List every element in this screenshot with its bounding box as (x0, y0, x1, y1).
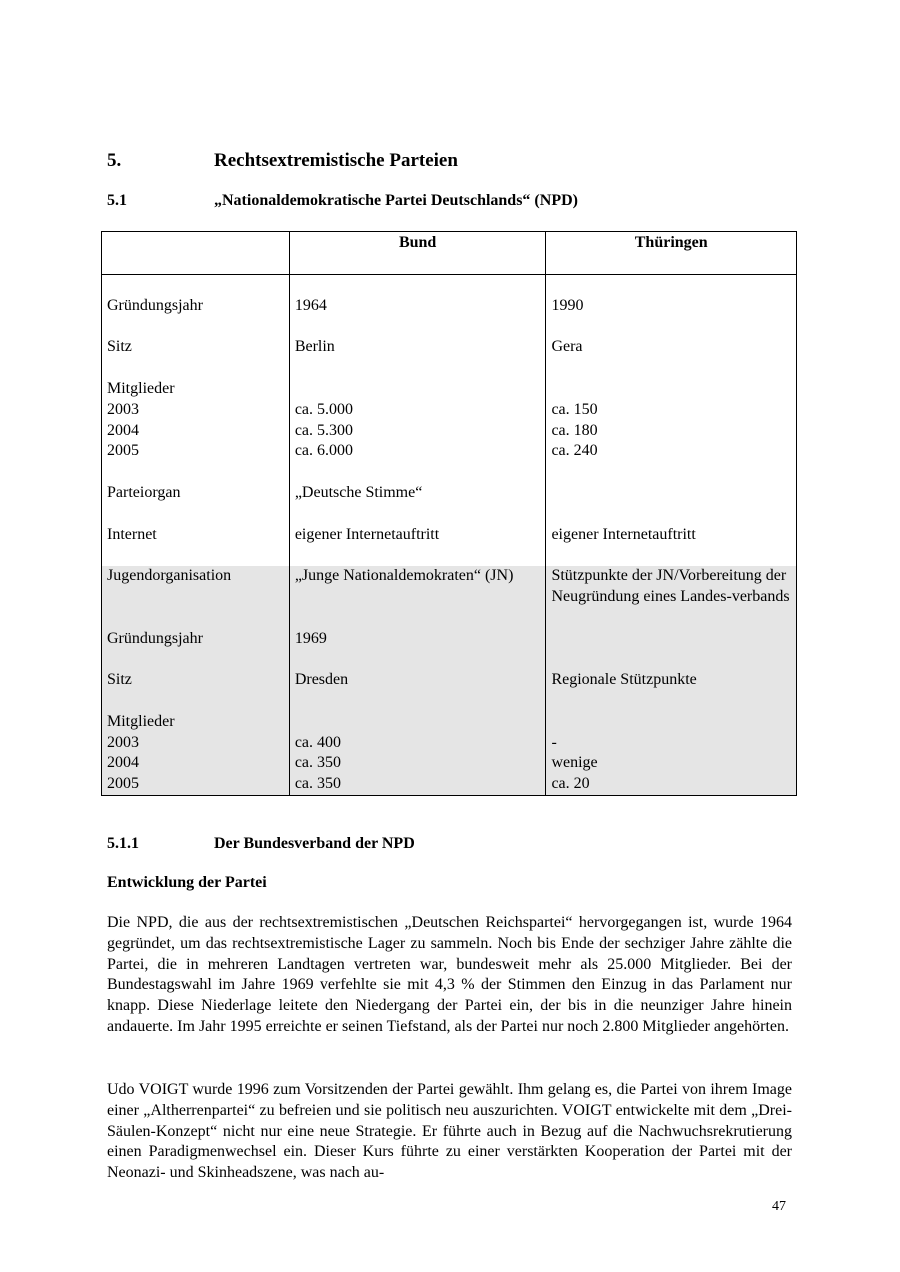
row-label: Mitglieder (102, 379, 290, 400)
row-label: Sitz (102, 670, 290, 691)
table-row (102, 712, 797, 733)
row-year: 2004 (102, 421, 290, 442)
table-row (102, 753, 797, 774)
row-label: Jugendorganisation (102, 566, 290, 608)
cell-thueringen: - (546, 733, 797, 754)
cell-thueringen: ca. 150 (546, 400, 797, 421)
header-empty (102, 232, 290, 275)
subsection-number: 5.1 (107, 192, 127, 209)
cell-bund: ca. 5.300 (289, 421, 546, 442)
section-number: 5. (107, 150, 122, 171)
cell-thueringen (546, 629, 797, 650)
table-row (102, 296, 797, 317)
paragraph-subheading: Entwicklung der Partei (107, 874, 267, 891)
cell-bund: „Junge Nationaldemokraten“ (JN) (289, 566, 546, 608)
cell-thueringen: ca. 180 (546, 421, 797, 442)
table-row (102, 400, 797, 421)
row-label: Mitglieder (102, 712, 290, 733)
npd-overview-table (101, 231, 797, 796)
row-label: Gründungsjahr (102, 629, 290, 650)
table-row (102, 566, 797, 608)
body-paragraph: Die NPD, die aus der rechtsextremistischen „Deutschen Reichspartei“ hervorgegangen ist, wurde 1964 gegründet, um das rechtsextremistische Lager zu sammeln. Noch bis Ende der sechziger Jahre zählte die Partei, die in mehreren Landtagen vertreten war, bundesweit mehr als 25.000 Mitglieder. Bei der Bundestagswahl im Jahre 1969 verfehlte sie mit 4,3 % der Stimmen den Einzug in das Parlament nur knapp. Diese Niederlage leitete den Niedergang der Partei ein, der bis in die neunziger Jahre hinein andauerte. Im Jahr 1995 erreichte er seinen Tiefstand, als der Partei nur noch 2.800 Mitglieder angehörten. (107, 914, 792, 1035)
section-title: Rechtsextremistische Parteien (214, 150, 458, 171)
cell-thueringen (546, 483, 797, 504)
table-header-row (102, 232, 797, 275)
cell-bund: ca. 5.000 (289, 400, 546, 421)
subsubsection-number: 5.1.1 (107, 835, 139, 852)
table-row (102, 483, 797, 504)
table-row (102, 670, 797, 691)
table-row (102, 733, 797, 754)
table-row (102, 441, 797, 462)
cell-bund: ca. 350 (289, 753, 546, 774)
cell-bund: 1969 (289, 629, 546, 650)
cell-thueringen: 1990 (546, 296, 797, 317)
row-label: Parteiorgan (102, 483, 290, 504)
table-row (102, 337, 797, 358)
table-row (102, 379, 797, 400)
row-label: Internet (102, 525, 290, 546)
cell-thueringen: Regionale Stützpunkte (546, 670, 797, 691)
cell-bund: eigener Internetauftritt (289, 525, 546, 546)
cell-bund: ca. 400 (289, 733, 546, 754)
row-year: 2004 (102, 753, 290, 774)
cell-thueringen: eigener Internetauftritt (546, 525, 797, 546)
table-row (102, 421, 797, 442)
table-row (102, 629, 797, 650)
table-row (102, 774, 797, 795)
row-label: Sitz (102, 337, 290, 358)
cell-bund: 1964 (289, 296, 546, 317)
cell-bund: Dresden (289, 670, 546, 691)
table-row (102, 525, 797, 546)
cell-thueringen: Stützpunkte der JN/Vorbereitung der Neugründung eines Landes-verbands (546, 566, 797, 608)
cell-bund: ca. 6.000 (289, 441, 546, 462)
row-label: Gründungsjahr (102, 296, 290, 317)
row-year: 2003 (102, 733, 290, 754)
cell-bund: ca. 350 (289, 774, 546, 795)
cell-bund: Berlin (289, 337, 546, 358)
subsubsection-title: Der Bundesverband der NPD (214, 835, 415, 852)
row-year: 2005 (102, 774, 290, 795)
header-bund: Bund (289, 232, 546, 275)
row-year: 2005 (102, 441, 290, 462)
cell-thueringen: ca. 240 (546, 441, 797, 462)
body-paragraph: Udo VOIGT wurde 1996 zum Vorsitzenden der Partei gewählt. Ihm gelang es, die Partei von ihrem Image einer „Altherrenpartei“ zu befreien und sie politisch neu auszurichten. VOIGT entwickelte mit dem „Drei-Säulen-Konzept“ nicht nur eine neue Strategie. Er führte auch in Bezug auf die Nachwuchsrekrutierung einen Paradigmenwechsel ein. Dieser Kurs führte zu einer verstärkten Kooperation der Partei mit der Neonazi- und Skinheadszene, was nach au- (107, 1081, 792, 1182)
row-year: 2003 (102, 400, 290, 421)
cell-thueringen: Gera (546, 337, 797, 358)
subsection-title: „Nationaldemokratische Partei Deutschlands“ (NPD) (214, 192, 578, 209)
cell-bund: „Deutsche Stimme“ (289, 483, 546, 504)
cell-thueringen: wenige (546, 753, 797, 774)
page-number: 47 (772, 1199, 786, 1214)
cell-thueringen: ca. 20 (546, 774, 797, 795)
header-thueringen: Thüringen (546, 232, 797, 275)
